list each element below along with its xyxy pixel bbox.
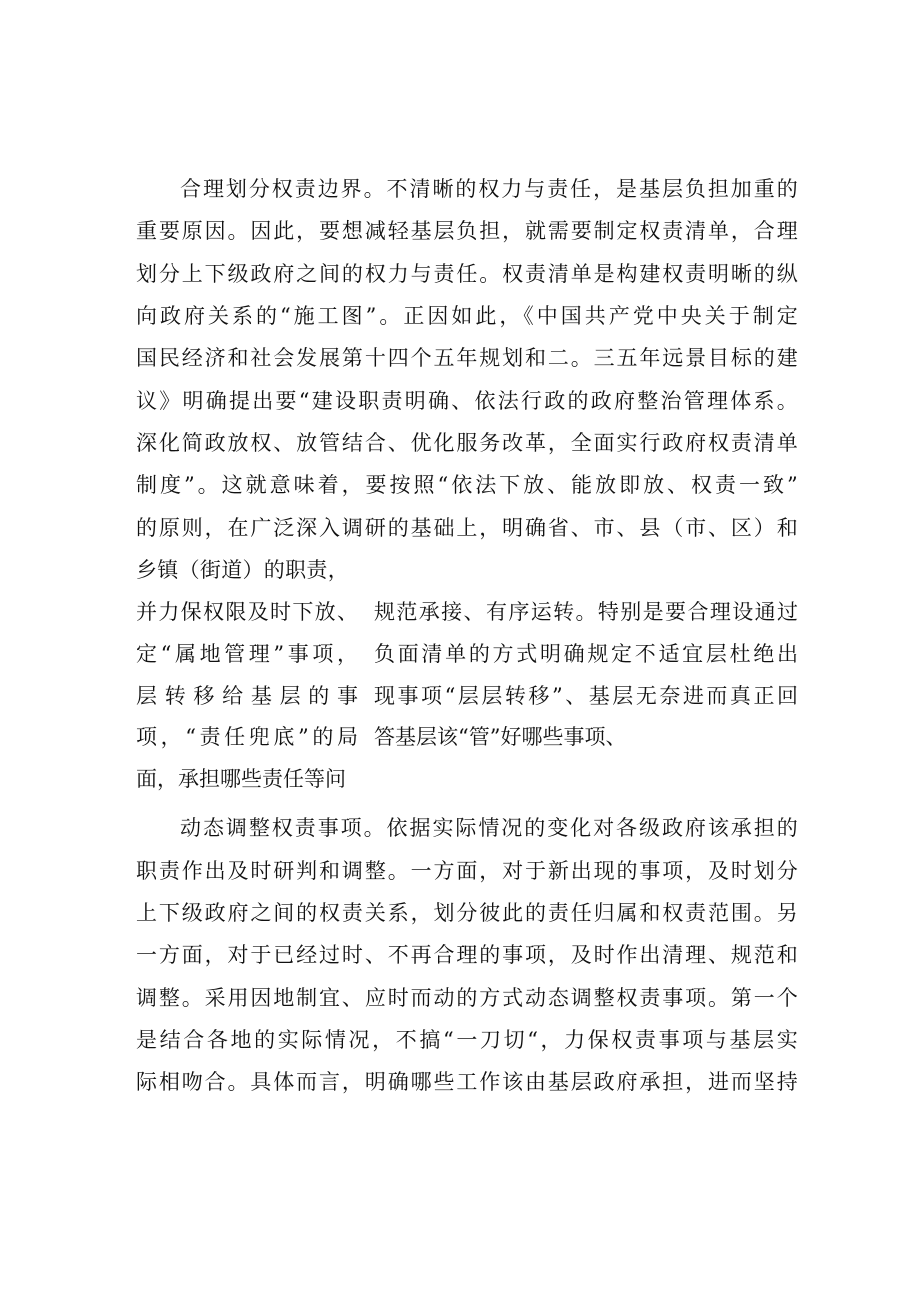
- left-column-line: 定“属地管理”事项，: [136, 642, 358, 666]
- paragraph-line: 是结合各地的实际情况，不搞“一刀切“，力保权责事项与基层实: [136, 1028, 798, 1052]
- left-column-line: 层转移给基层的事: [136, 684, 358, 708]
- paragraph-line: 划分上下级政府之间的权力与责任。权责清单是构建权责明晰的纵: [136, 262, 798, 286]
- right-column-line: 答基层该“管”好哪些事项、: [374, 725, 627, 749]
- right-column-line: 规范承接、有序运转。特别是要合理设通过: [374, 600, 798, 624]
- paragraph-line: 职责作出及时研判和调整。一方面，对于新出现的事项，及时划分: [136, 859, 798, 883]
- paragraph-line: 国民经济和社会发展第十四个五年规划和二。三五年远景目标的建: [136, 346, 798, 370]
- paragraph-line: 乡镇（街道）的职责，: [136, 558, 349, 582]
- paragraph-line: 一方面，对于已经过时、不再合理的事项，及时作出清理、规范和: [136, 943, 798, 967]
- left-column-line: 并力保权限及时下放、: [136, 600, 358, 624]
- paragraph-line: 际相吻合。具体而言，明确哪些工作该由基层政府承担，进而坚持: [136, 1070, 798, 1094]
- paragraph-line: 上下级政府之间的权责关系，划分彼此的责任归属和权责范围。另: [136, 901, 798, 925]
- paragraph-line: 的原则，在广泛深入调研的基础上，明确省、市、县（市、区）和: [136, 516, 798, 540]
- left-column-line: 面，承担哪些责任等问: [136, 767, 346, 791]
- paragraph-line: 重要原因。因此，要想减轻基层负担，就需要制定权责清单，合理: [136, 219, 798, 243]
- paragraph-line: 合理划分权责边界。不清晰的权力与责任，是基层负担加重的: [180, 177, 798, 201]
- paragraph-line: 调整。采用因地制宜、应时而动的方式动态调整权责事项。第一个: [136, 986, 798, 1010]
- paragraph-line: 制度”。这就意味着，要按照“依法下放、能放即放、权责一致”: [136, 473, 798, 497]
- right-column-line: 现事项“层层转移”、基层无奈进而真正回: [374, 684, 798, 708]
- paragraph-line: 动态调整权责事项。依据实际情况的变化对各级政府该承担的: [180, 816, 798, 840]
- paragraph-line: 议》明确提出要“建设职责明确、依法行政的政府整治管理体系。: [136, 389, 798, 413]
- paragraph-line: 深化简政放权、放管结合、优化服务改革，全面实行政府权责清单: [136, 431, 798, 455]
- paragraph-line: 向政府关系的“施工图”。正因如此，《中国共产党中央关于制定: [136, 304, 798, 328]
- left-column-line: 项，“责任兜底”的局: [136, 725, 358, 749]
- right-column-line: 负面清单的方式明确规定不适宜层杜绝出: [374, 642, 798, 666]
